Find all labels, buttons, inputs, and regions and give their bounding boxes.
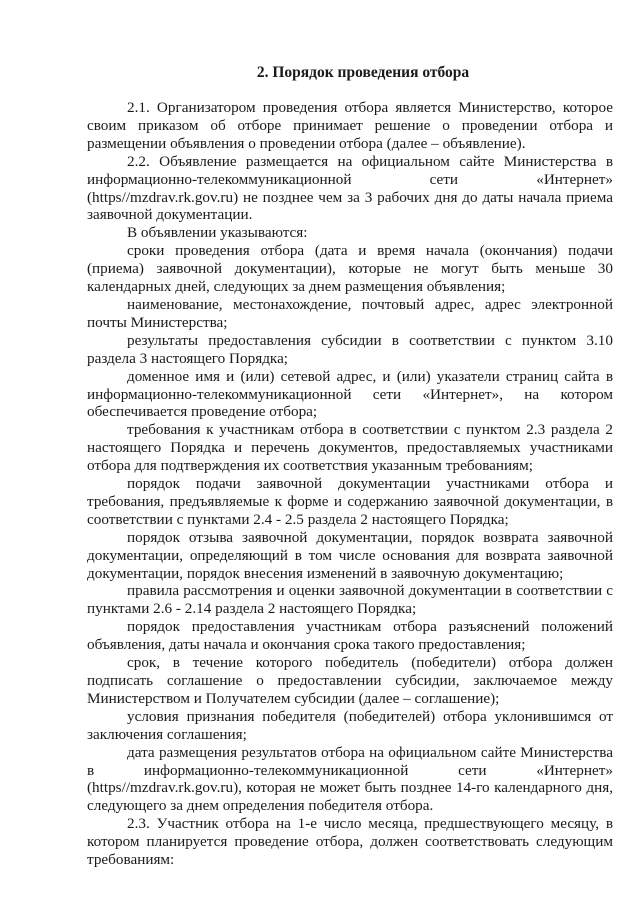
paragraph-announcement-intro: В объявлении указываются: xyxy=(127,224,308,242)
paragraph-2-2: 2.2. Объявление размещается на официальном сайте Министерства в информационно-телекоммуникационной сети «Интернет» (https//mzdrav.rk.gov.ru) не позднее чем за 3 рабочих дня до даты начала приема заявочной документации. xyxy=(87,152,613,224)
list-item-subsidy-results: результаты предоставления субсидии в соответствии с пунктом 3.10 раздела 3 настоящего Порядка; xyxy=(87,331,613,367)
list-item-ministry-address: наименование, местонахождение, почтовый адрес, адрес электронной почты Министерства; xyxy=(87,295,613,331)
list-item-evasion-conditions: условия признания победителя (победителей) отбора уклонившимся от заключения соглашения; xyxy=(87,707,613,743)
list-item-withdrawal-procedure: порядок отзыва заявочной документации, порядок возврата заявочной документации, определяющий в том числе основания для возврата заявочной документации, порядок внесения изменений в заявочную документацию; xyxy=(87,528,613,582)
list-item-clarifications: порядок предоставления участникам отбора разъяснений положений объявления, даты начала и окончания срока такого предоставления; xyxy=(87,618,613,654)
paragraph-2-3: 2.3. Участник отбора на 1-е число месяца, предшествующего месяцу, в котором планируется проведение отбора, должен соответствовать следующим требованиям: xyxy=(87,815,613,869)
list-item-evaluation-rules: правила рассмотрения и оценки заявочной документации в соответствии с пунктами 2.6 - 2.14 раздела 2 настоящего Порядка; xyxy=(87,582,613,618)
list-item-agreement-term: срок, в течение которого победитель (победители) отбора должен подписать соглашение о предоставлении субсидии, заключаемое между Министерством и Получателем субсидии (далее – соглашение); xyxy=(87,654,613,707)
list-item-results-date: дата размещения результатов отбора на официальном сайте Министерства в информационно-телекоммуникационной сети «Интернет» (https//mzdrav.rk.gov.ru), которая не может быть позднее 14-го календарного дня, следующего за днем определения победителя отбора. xyxy=(87,743,613,815)
section-heading: 2. Порядок проведения отбора xyxy=(256,64,470,81)
paragraph-2-1: 2.1. Организатором проведения отбора является Министерство, которое своим приказом об отборе принимает решение о проведении отбора и размещении объявления о проведении отбора (далее – объявление). xyxy=(87,99,613,152)
list-item-submission-procedure: порядок подачи заявочной документации участниками отбора и требования, предъявляемые к форме и содержанию заявочной документации, в соответствии с пунктами 2.4 - 2.5 раздела 2 настоящего Порядка; xyxy=(87,475,613,528)
list-item-domain-name: доменное имя и (или) сетевой адрес, и (или) указатели страниц сайта в информационно-телекоммуникационной сети «Интернет», на котором обеспечивается проведение отбора; xyxy=(87,367,613,421)
list-item-participant-requirements: требования к участникам отбора в соответствии с пунктом 2.3 раздела 2 настоящего Порядка и перечень документов, предоставляемых участниками отбора для подтверждения их соответствия указанным требованиям; xyxy=(87,421,613,475)
list-item-deadlines: сроки проведения отбора (дата и время начала (окончания) подачи (приема) заявочной документации), которые не могут быть меньше 30 календарных дней, следующих за днем размещения объявления; xyxy=(87,242,613,296)
